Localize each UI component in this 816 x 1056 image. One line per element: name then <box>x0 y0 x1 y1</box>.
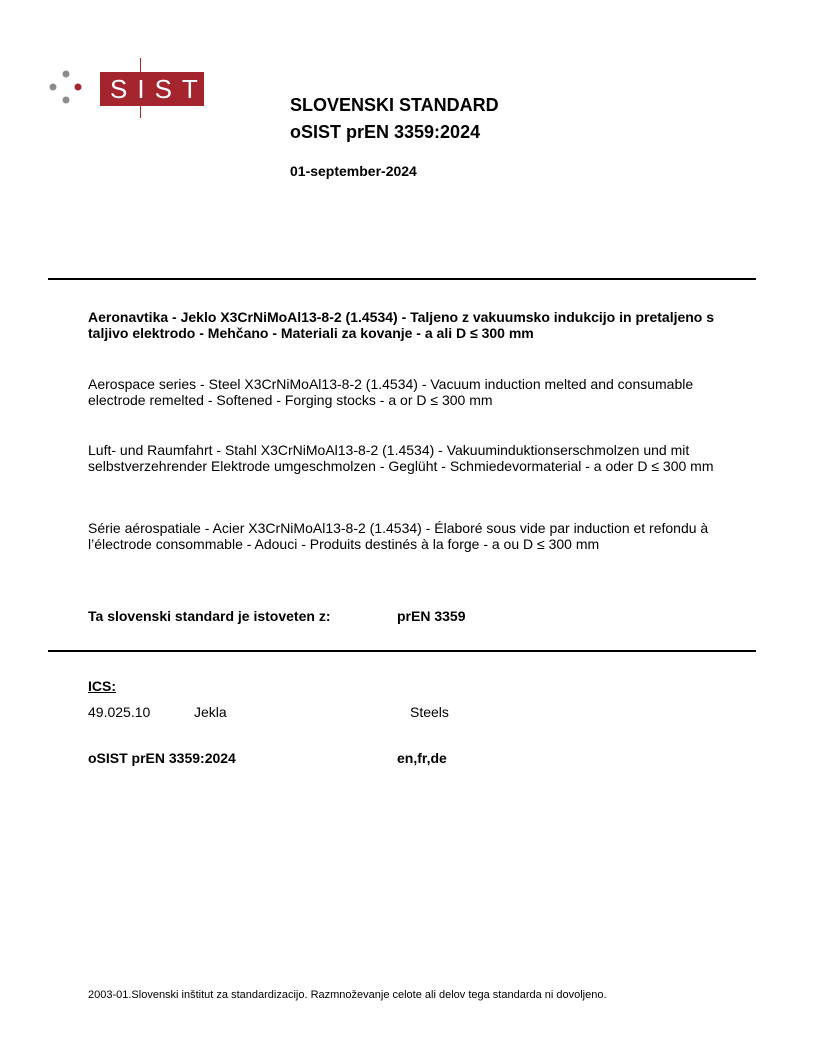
ics-code: 49.025.10 <box>88 704 151 720</box>
sist-logo-dots-icon <box>48 68 88 108</box>
title-slovenian: Aeronavtika - Jeklo X3CrNiMoAl13-8-2 (1.4534) - Taljeno z vakuumsko indukcijo in pretaljeno s taljivo elektrodo - Mehčano - Materiali za kovanje - a ali D ≤ 300 mm <box>88 309 715 341</box>
standard-code: oSIST prEN 3359:2024 <box>290 122 481 142</box>
ics-heading: ICS: <box>88 678 116 694</box>
ics-slovenian: Jekla <box>194 704 227 720</box>
sist-logo: SIST <box>100 72 204 106</box>
title-english: Aerospace series - Steel X3CrNiMoAl13-8-2 (1.4534) - Vacuum induction melted and consumable electrode remelted - Softened - Forging stocks - a or D ≤ 300 mm <box>88 376 694 408</box>
bottom-rule <box>48 650 756 652</box>
ics-english: Steels <box>410 704 449 720</box>
title-german: Luft- und Raumfahrt - Stahl X3CrNiMoAl13-8-2 (1.4534) - Vakuuminduktionserschmolzen und mit selbstverzehrender Elektrode umgeschmolzen - Geglüht - Schmiedevormaterial - a oder D ≤ 300 mm <box>88 442 714 474</box>
identical-label: Ta slovenski standard je istoveten z: <box>88 608 331 624</box>
standard-date: 01-september-2024 <box>290 163 417 179</box>
identical-value: prEN 3359 <box>397 608 466 624</box>
document-code: oSIST prEN 3359:2024 <box>88 750 236 766</box>
document-languages: en,fr,de <box>397 750 447 766</box>
copyright-footer: 2003-01.Slovenski inštitut za standardizacijo. Razmnoževanje celote ali delov tega standarda ni dovoljeno. <box>88 989 607 1001</box>
standard-type: SLOVENSKI STANDARD <box>290 95 499 115</box>
title-french: Série aérospatiale - Acier X3CrNiMoAl13-8-2 (1.4534) - Élaboré sous vide par induction et refondu à l’électrode consommable - Adouci - Produits destinés à la forge - a ou D ≤ 300 mm <box>88 520 709 552</box>
top-rule <box>48 278 756 280</box>
